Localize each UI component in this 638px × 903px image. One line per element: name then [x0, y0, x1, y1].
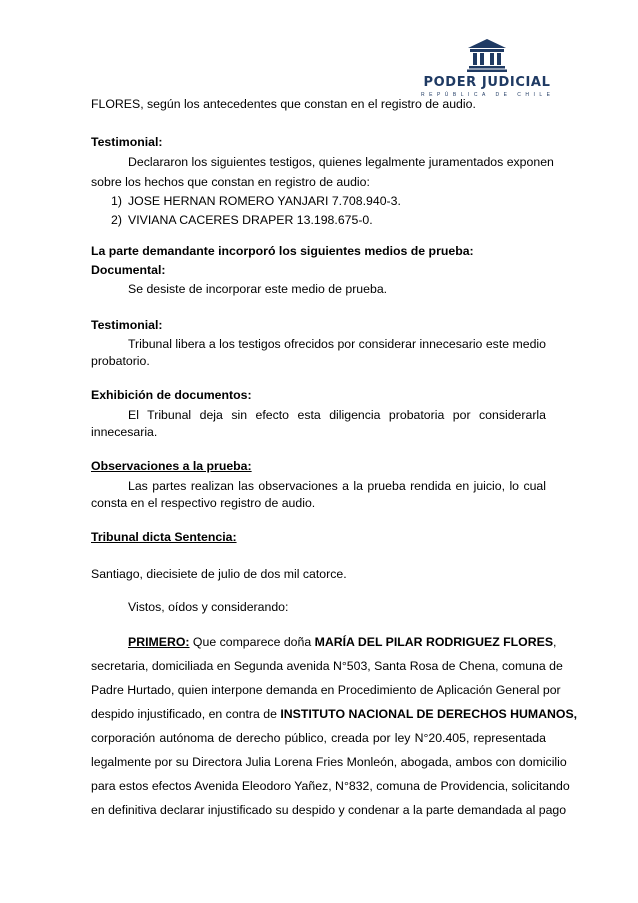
section-heading-observaciones: Observaciones a la prueba: [91, 459, 252, 473]
paragraph-line: sobre los hechos que constan en registro de audio: [91, 175, 370, 189]
section-heading-demandante: La parte demandante incorporó los siguientes medios de prueba: [91, 244, 474, 258]
section-heading-documental: Documental: [91, 263, 166, 277]
courthouse-icon [466, 38, 508, 72]
primero-text: despido injustificado, en contra de [91, 707, 281, 721]
list-item-text: JOSE HERNAN ROMERO YANJARI 7.708.940-3. [128, 194, 401, 208]
list-item-number: 2) [111, 213, 122, 227]
paragraph-line: consta en el respectivo registro de audio. [91, 496, 316, 510]
paragraph-line: en definitiva declarar injustificado su despido y condenar a la parte demandada al pago [91, 803, 567, 817]
paragraph-line: Padre Hurtado, quien interpone demanda en Procedimiento de Aplicación General por [91, 683, 561, 697]
list-item-text: VIVIANA CACERES DRAPER 13.198.675-0. [128, 213, 373, 227]
list-item-number: 1) [111, 194, 122, 208]
paragraph-line: Vistos, oídos y considerando: [128, 600, 289, 614]
section-heading-testimonial: Testimonial: [91, 318, 163, 332]
paragraph-line: corporación autónoma de derecho público, creada por ley N°20.405, representada [91, 731, 546, 745]
primero-line [91, 707, 578, 722]
poder-judicial-logo [421, 38, 553, 100]
paragraph-line: FLORES, según los antecedentes que constan en el registro de audio. [91, 97, 476, 111]
date-line: Santiago, diecisiete de julio de dos mil catorce. [91, 567, 347, 581]
paragraph-line: para estos efectos Avenida Eleodoro Yañez, N°832, comuna de Providencia, solicitando [91, 779, 570, 793]
paragraph-line: Tribunal libera a los testigos ofrecidos por considerar innecesario este medio [128, 337, 546, 351]
paragraph-line: probatorio. [91, 354, 150, 368]
logo-title: PODER JUDICIAL [423, 75, 551, 90]
party-name: MARÍA DEL PILAR RODRIGUEZ FLORES [314, 635, 554, 649]
paragraph-line: Las partes realizan las observaciones a la prueba rendida en juicio, lo cual [128, 479, 546, 493]
primero-label: PRIMERO: [128, 635, 190, 649]
paragraph-line: innecesaria. [91, 425, 158, 439]
primero-text-end: , [553, 635, 557, 649]
defendant-name: INSTITUTO NACIONAL DE DERECHOS HUMANOS, [280, 707, 578, 721]
primero-line [91, 635, 557, 650]
section-heading-exhibicion: Exhibición de documentos: [91, 388, 252, 402]
list-item [91, 194, 566, 209]
section-heading-testimonial: Testimonial: [91, 135, 163, 149]
section-heading-sentencia: Tribunal dicta Sentencia: [91, 530, 237, 544]
list-item [91, 213, 566, 228]
paragraph-line: secretaria, domiciliada en Segunda avenida N°503, Santa Rosa de Chena, comuna de [91, 659, 563, 673]
logo-subtitle: REPÚBLICA DE CHILE [421, 92, 555, 98]
paragraph-line: El Tribunal deja sin efecto esta diligencia probatoria por considerarla [128, 408, 546, 422]
primero-text: Que comparece doña [189, 635, 315, 649]
paragraph-line: Se desiste de incorporar este medio de prueba. [128, 282, 388, 296]
paragraph-line: Declararon los siguientes testigos, quienes legalmente juramentados exponen [128, 155, 554, 169]
paragraph-line: legalmente por su Directora Julia Lorena Fries Monleón, abogada, ambos con domicilio [91, 755, 567, 769]
